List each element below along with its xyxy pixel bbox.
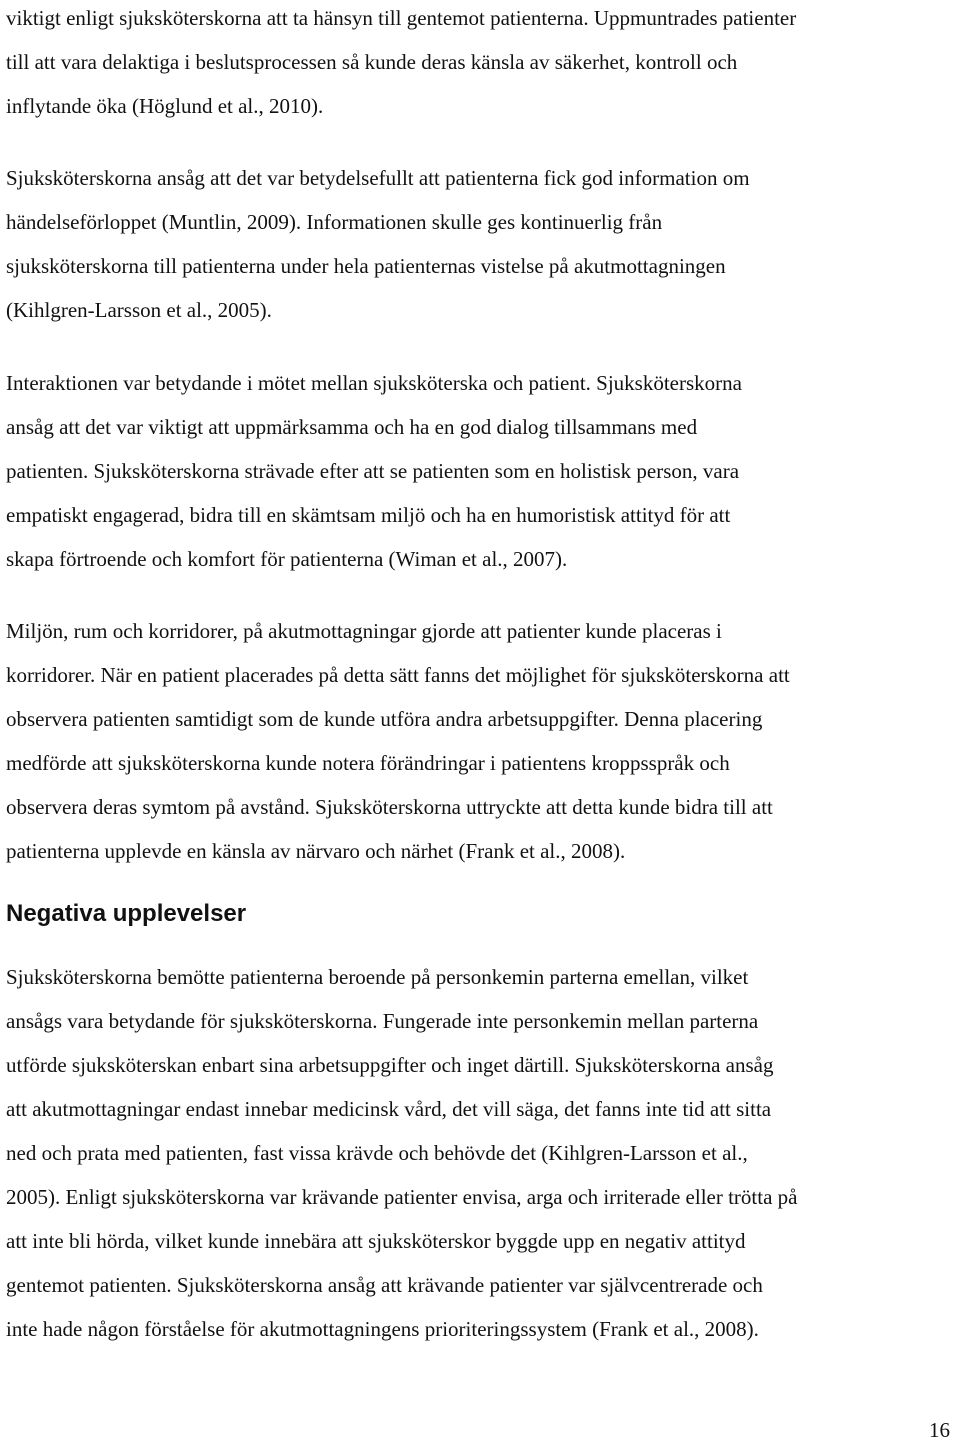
section-line-8: gentemot patienten. Sjuksköterskorna ansåg att krävande patienter var självcentrerade och bbox=[6, 1273, 763, 1297]
paragraph-1-line-3: inflytande öka (Höglund et al., 2010). bbox=[6, 94, 324, 118]
paragraph-1-line-2: till att vara delaktiga i beslutsprocessen så kunde deras känsla av säkerhet, kontroll och bbox=[6, 50, 738, 74]
paragraph-4-line-5: observera deras symtom på avstånd. Sjuksköterskorna uttryckte att detta kunde bidra till att bbox=[6, 795, 773, 819]
paragraph-3-line-4: empatiskt engagerad, bidra till en skämtsam miljö och ha en humoristisk attityd för att bbox=[6, 503, 731, 527]
paragraph-3-line-1: Interaktionen var betydande i mötet mellan sjuksköterska och patient. Sjuksköterskorna bbox=[6, 371, 742, 395]
section-line-7: att inte bli hörda, vilket kunde innebära att sjuksköterskor byggde upp en negativ attityd bbox=[6, 1229, 746, 1253]
paragraph-2-line-1: Sjuksköterskorna ansåg att det var betydelsefullt att patienterna fick god information om bbox=[6, 166, 750, 190]
paragraph-4-line-1: Miljön, rum och korridorer, på akutmottagningar gjorde att patienter kunde placeras i bbox=[6, 619, 722, 643]
section-heading: Negativa upplevelser bbox=[6, 900, 247, 927]
paragraph-4-line-3: observera patienten samtidigt som de kunde utföra andra arbetsuppgifter. Denna placering bbox=[6, 707, 763, 731]
paragraph-3-line-5: skapa förtroende och komfort för patienterna (Wiman et al., 2007). bbox=[6, 547, 568, 571]
section-line-3: utförde sjuksköterskan enbart sina arbetsuppgifter och inget därtill. Sjuksköterskorna ansåg bbox=[6, 1053, 774, 1077]
paragraph-4-line-6: patienterna upplevde en känsla av närvaro och närhet (Frank et al., 2008). bbox=[6, 839, 626, 863]
section-line-9: inte hade någon förståelse för akutmottagningens prioriteringssystem (Frank et al., 2008). bbox=[6, 1317, 759, 1341]
section-line-1: Sjuksköterskorna bemötte patienterna beroende på personkemin parterna emellan, vilket bbox=[6, 965, 749, 989]
paragraph-1-line-1: viktigt enligt sjuksköterskorna att ta hänsyn till gentemot patienterna. Uppmuntrades patienter bbox=[6, 6, 797, 30]
section-line-2: ansågs vara betydande för sjuksköterskorna. Fungerade inte personkemin mellan parterna bbox=[6, 1009, 759, 1033]
paragraph-2-line-4: (Kihlgren-Larsson et al., 2005). bbox=[6, 298, 272, 322]
paragraph-4-line-2: korridorer. När en patient placerades på detta sätt fanns det möjlighet för sjuksköterskorna att bbox=[6, 663, 790, 687]
paragraph-2-line-3: sjuksköterskorna till patienterna under hela patienternas vistelse på akutmottagningen bbox=[6, 254, 726, 278]
paragraph-3-line-3: patienten. Sjuksköterskorna strävade efter att se patienten som en holistisk person, vara bbox=[6, 459, 740, 483]
paragraph-4-line-4: medförde att sjuksköterskorna kunde notera förändringar i patientens kroppsspråk och bbox=[6, 751, 730, 775]
paragraph-3-line-2: ansåg att det var viktigt att uppmärksamma och ha en god dialog tillsammans med bbox=[6, 415, 698, 439]
section-line-5: ned och prata med patienten, fast vissa krävde och behövde det (Kihlgren-Larsson et al., bbox=[6, 1141, 748, 1165]
page-number: 16 bbox=[929, 1418, 950, 1442]
paragraph-2-line-2: händelseförloppet (Muntlin, 2009). Informationen skulle ges kontinuerlig från bbox=[6, 210, 663, 234]
section-line-6: 2005). Enligt sjuksköterskorna var krävande patienter envisa, arga och irriterade eller trötta på bbox=[6, 1185, 798, 1209]
section-line-4: att akutmottagningar endast innebar medicinsk vård, det vill säga, det fanns inte tid att sitta bbox=[6, 1097, 772, 1121]
